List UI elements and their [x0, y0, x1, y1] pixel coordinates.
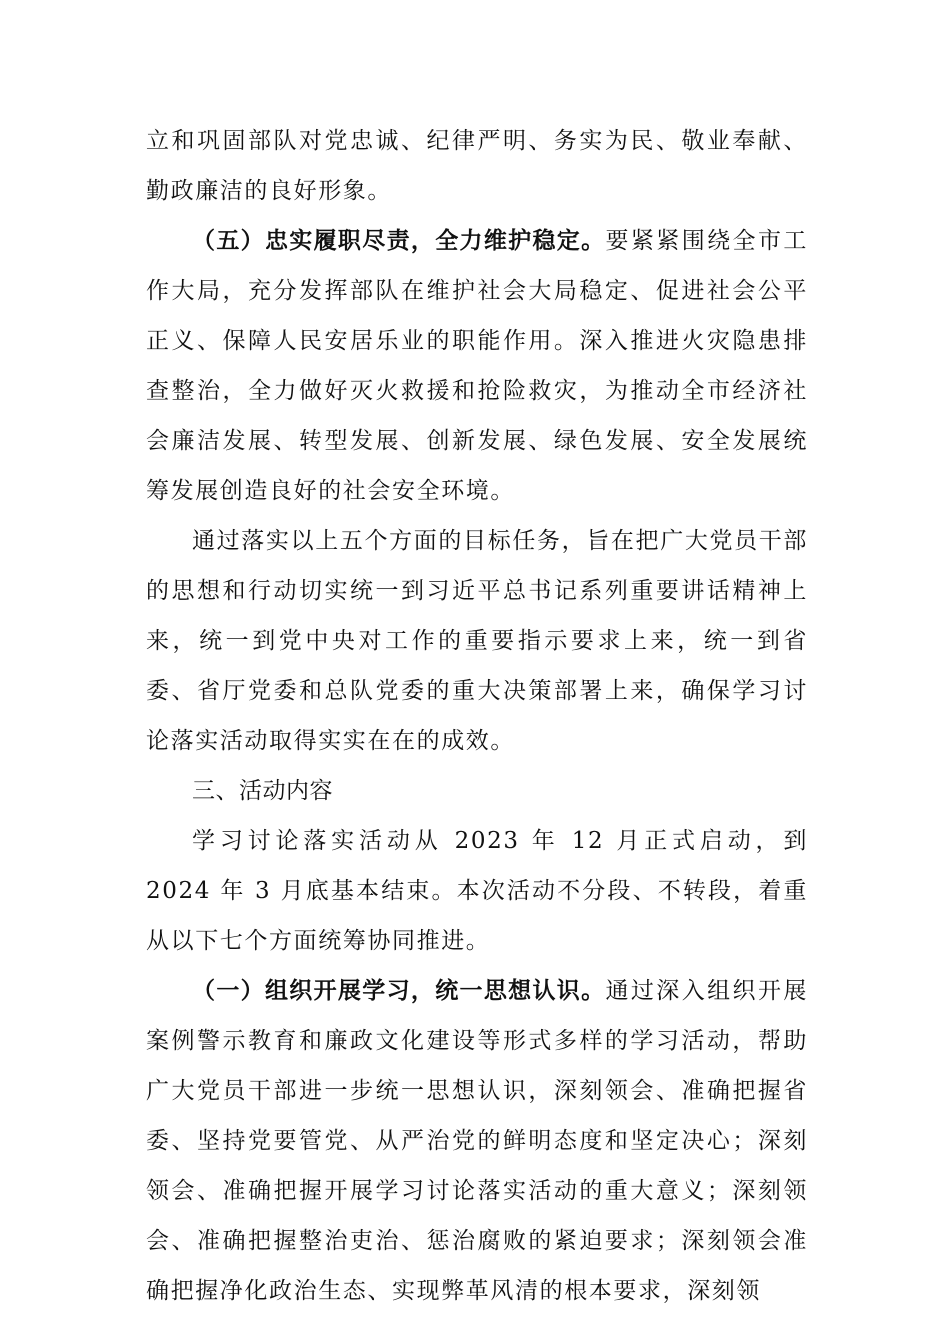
paragraph-schedule: 学习讨论落实活动从 2023 年 12 月正式启动，到 2024 年 3 月底基本结束。本次活动不分段、不转段，着重从以下七个方面统筹协同推进。	[146, 828, 808, 954]
paragraph-body: 通过深入组织开展案例警示教育和廉政文化建设等形式多样的学习活动，帮助广大党员干部进一步统一思想认识，深刻领会、准确把握省委、坚持党要管党、从严治党的鲜明态度和坚定决心；深刻领会、准确把握开展学习讨论落实活动的重大意义；深刻领会、准确把握整治吏治、惩治腐败的紧迫要求；深刻领会准确把握净化政治生态、实现弊革风清的根本要求，深刻领	[146, 978, 808, 1304]
paragraph-summary: 通过落实以上五个方面的目标任务，旨在把广大党员干部的思想和行动切实统一到习近平总书记系列重要讲话精神上来，统一到党中央对工作的重要指示要求上来，统一到省委、省厅党委和总队党委的重大决策部署上来，确保学习讨论落实活动取得实实在在的成效。	[146, 528, 808, 754]
paragraph-heading: （一）组织开展学习，统一思想认识。	[192, 978, 606, 1004]
paragraph-continuation: 立和巩固部队对党忠诚、纪律严明、务实为民、敬业奉献、勤政廉洁的良好形象。	[146, 128, 808, 204]
section-title: 三、活动内容	[192, 778, 333, 804]
paragraph-item-one	[146, 966, 808, 1316]
paragraph-heading: （五）忠实履职尽责，全力维护稳定。	[192, 228, 606, 254]
paragraph-body: 要紧紧围绕全市工作大局，充分发挥部队在维护社会大局稳定、促进社会公平正义、保障人民安居乐业的职能作用。深入推进火灾隐患排查整治，全力做好灭火救援和抢险救灾，为推动全市经济社会廉洁发展、转型发展、创新发展、绿色发展、安全发展统筹发展创造良好的社会安全环境。	[146, 228, 808, 504]
document-body	[146, 116, 808, 1316]
paragraph-item-five	[146, 216, 808, 516]
